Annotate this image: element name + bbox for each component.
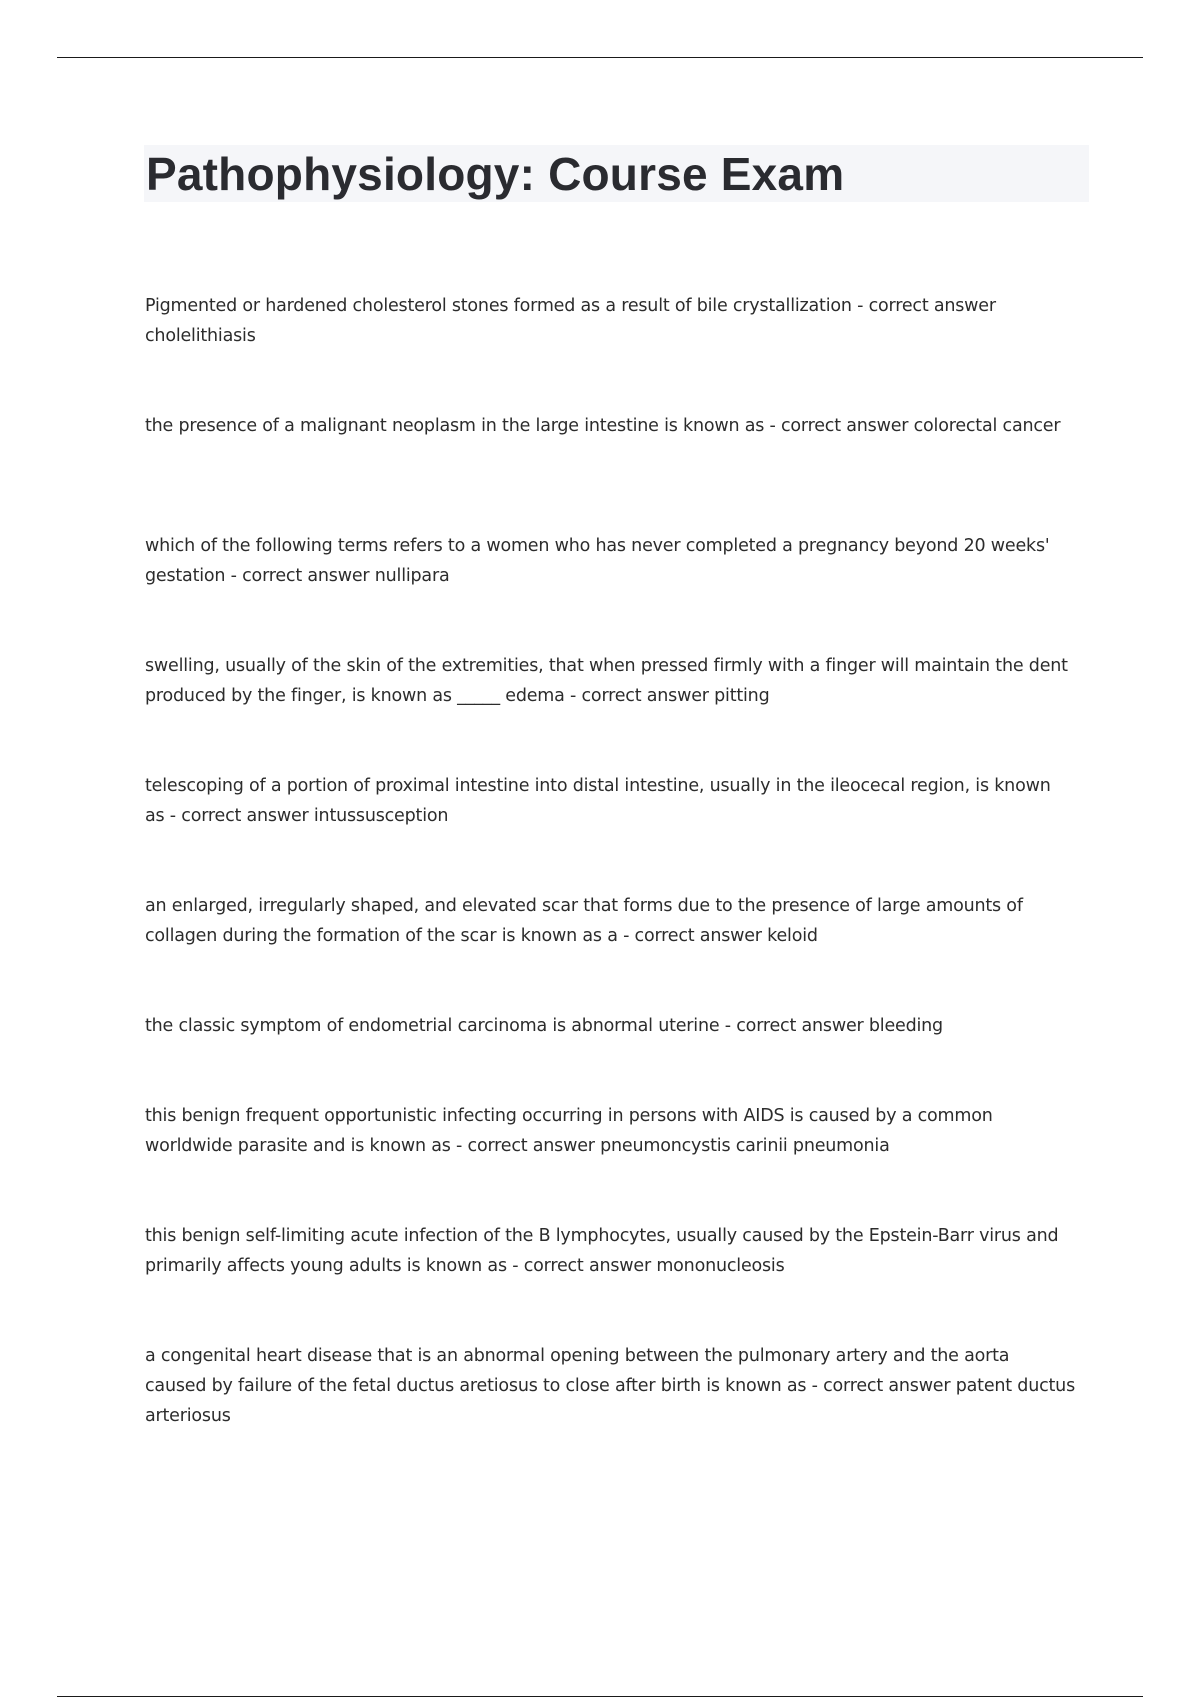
question-item-8: this benign frequent opportunistic infecting occurring in persons with AIDS is caused by a common worldwide parasite and is known as - correct answer pneumoncystis carinii pneumonia	[145, 1106, 993, 1156]
bottom-divider	[57, 1696, 1143, 1697]
question-item-7: the classic symptom of endometrial carcinoma is abnormal uterine - correct answer bleeding	[145, 1016, 943, 1036]
question-item-3: which of the following terms refers to a women who has never completed a pregnancy beyond 20 weeks' gestation - correct answer nullipara	[145, 536, 1050, 586]
question-item-6: an enlarged, irregularly shaped, and elevated scar that forms due to the presence of large amounts of collagen during the formation of the scar is known as a - correct answer keloid	[145, 896, 1023, 946]
question-item-4: swelling, usually of the skin of the extremities, that when pressed firmly with a finger will maintain the dent produced by the finger, is known as _____ edema - correct answer pitting	[145, 656, 1068, 706]
question-item-1: Pigmented or hardened cholesterol stones formed as a result of bile crystallization - correct answer cholelithiasis	[145, 296, 996, 346]
question-list	[145, 291, 1075, 1461]
top-divider	[57, 57, 1143, 58]
question-item-9: this benign self-limiting acute infection of the B lymphocytes, usually caused by the Epstein-Barr virus and primarily affects young adults is known as - correct answer mononucleosis	[145, 1226, 1059, 1276]
question-item-5: telescoping of a portion of proximal intestine into distal intestine, usually in the ileocecal region, is known as - correct answer intussusception	[145, 776, 1051, 826]
question-item-10: a congenital heart disease that is an abnormal opening between the pulmonary artery and the aorta caused by failure of the fetal ductus aretiosus to close after birth is known as - correct answer patent ductus arteriosus	[145, 1346, 1075, 1426]
page-title: Pathophysiology: Course Exam	[146, 148, 845, 200]
question-item-2: the presence of a malignant neoplasm in the large intestine is known as - correct answer colorectal cancer	[145, 416, 1061, 436]
